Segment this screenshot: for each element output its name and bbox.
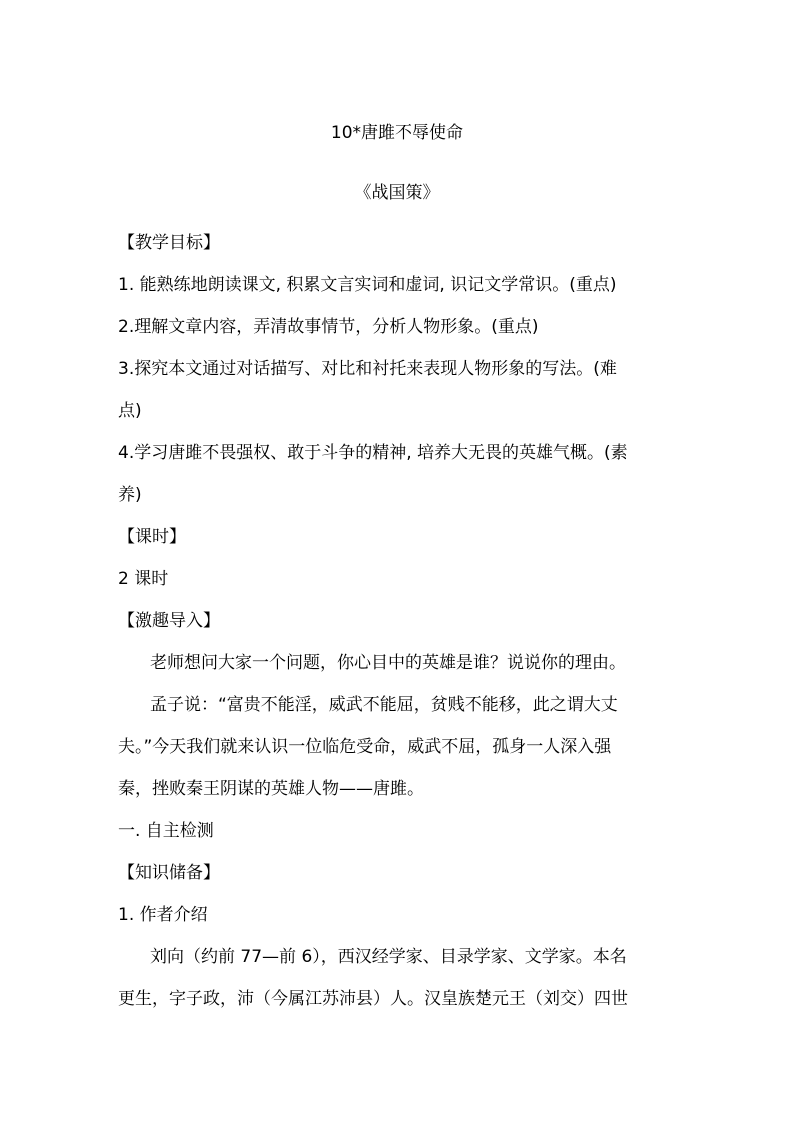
part-one-heading: 一. 自主检测 — [118, 821, 214, 841]
objective-line-3-continued: 点) — [118, 401, 142, 421]
document-source: 《战国策》 — [354, 183, 440, 203]
document-title: 10*唐雎不辱使命 — [330, 123, 464, 143]
objective-line-2: 2.理解文章内容，弄清故事情节，分析人物形象。(重点) — [118, 317, 539, 337]
objective-line-4: 4.学习唐雎不畏强权、敢于斗争的精神, 培养大无畏的英雄气概。(素 — [118, 443, 628, 463]
intro-paragraph-1: 老师想问大家一个问题，你心目中的英雄是谁？说说你的理由。 — [150, 653, 626, 673]
intro-paragraph-2-continued: 夫。”今天我们就来认识一位临危受命，威武不屈，孤身一人深入强 — [118, 737, 612, 757]
objectives-heading: 【教学目标】 — [118, 233, 220, 253]
author-heading: 1. 作者介绍 — [118, 905, 208, 925]
intro-paragraph-2-ending: 秦，挫败秦王阴谋的英雄人物——唐雎。 — [118, 779, 424, 799]
lesson-time: 2 课时 — [118, 569, 169, 589]
intro-paragraph-2: 孟子说：“富贵不能淫，威武不能屈，贫贱不能移，此之谓大丈 — [150, 695, 618, 715]
intro-heading: 【激趣导入】 — [118, 611, 220, 631]
author-text-line-1: 刘向（约前 77—前 6），西汉经学家、目录学家、文学家。本名 — [150, 947, 627, 967]
knowledge-heading: 【知识储备】 — [118, 863, 220, 883]
objective-line-4-continued: 养) — [118, 485, 142, 505]
objective-line-1: 1. 能熟练地朗读课文, 积累文言实词和虚词, 识记文学常识。(重点) — [118, 275, 617, 295]
objective-line-3: 3.探究本文通过对话描写、对比和衬托来表现人物形象的写法。(难 — [118, 359, 617, 379]
lesson-time-heading: 【课时】 — [118, 527, 186, 547]
author-text-line-2: 更生，字子政，沛（今属江苏沛县）人。汉皇族楚元王（刘交）四世 — [118, 989, 628, 1009]
